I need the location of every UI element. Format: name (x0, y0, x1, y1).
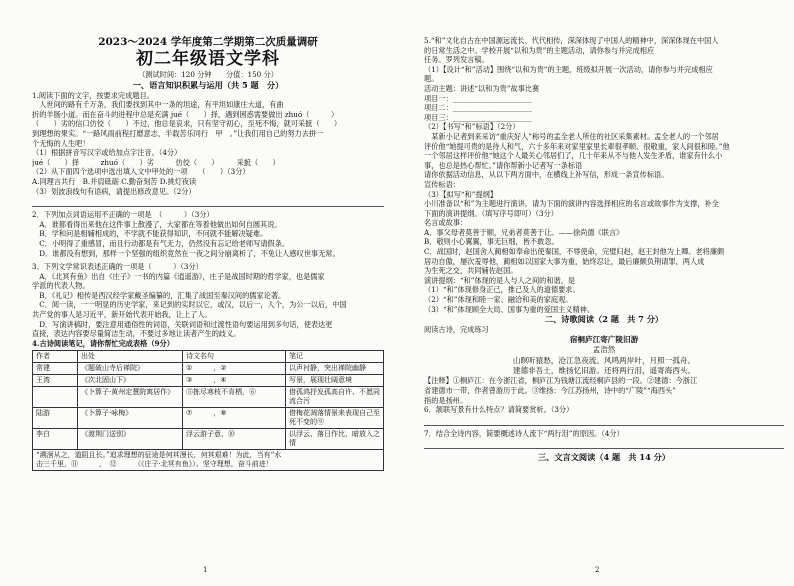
q5-intro-line: 任务。罗列发言稿。 (424, 55, 489, 65)
q5-2-line: 评价他“她提可贵的是待人和气，六十多年来对家里家里长辈很孝顺、很敬重，家人间很和睦。”他 (424, 141, 730, 151)
question-1 (32, 91, 384, 208)
q1-line: 个无悔的人生吧！ (32, 138, 90, 148)
note-cell: 写景，展现壮阔意境 (286, 375, 384, 387)
q5-3-line: B．敬则小心翼翼，事无巨细，皆不敢忽。 (424, 237, 559, 247)
q1-sub: （1）根据拼音写汉字或给加点字注音。（4分） (32, 148, 182, 158)
page-number: 1 (203, 566, 208, 574)
poem-title: 宿桐庐江寄广陵旧游 (569, 334, 639, 344)
note-cell: 借梅花凋落情景来表现自己至死不变的⑨ (286, 408, 384, 429)
source-cell: 《题破山寺后禅院》 (78, 363, 183, 375)
poem-notes-table (32, 350, 384, 471)
q4-bottom-line[interactable]: 击三千里，⑪ ， ⑫ （《庄子·北冥有鱼》）。坚守理想，奋斗前进！ (36, 460, 273, 469)
q3-option: D．写演讲稿时，要注意用通俗性的词语，关联词语和过渡性语句要运用到多句话，使表达更 (32, 319, 333, 329)
author-cell (33, 387, 78, 408)
slogan-field[interactable]: 宣传标语： (424, 179, 460, 189)
q5-3-line: C．战国时，赵国舍人蔺相如奉命出使秦国，不辱使命，完璧归赵，赵王封他为上卿。老将廉颇 (424, 247, 725, 257)
source-cell: 《卜算子·咏梅》 (78, 408, 183, 429)
project-item[interactable]: 项目三：______________________ (424, 112, 532, 122)
q5-2-line: 某新小记者到来采访“重庆好人”称号的孟全老人所住的社区采集素材。孟全老人的一个邻居 (424, 131, 719, 141)
q3-option: A．《北冥有鱼》出自《庄子》一书的内篇《逍遥游》，庄子是战国时期的哲学家，也是儒家 (32, 271, 325, 281)
outline-line[interactable]: 演讲提纲：“和”体现的是人与人之间的和谐，是 (424, 275, 576, 285)
poem-intro: 阅读古诗，完成练习 (424, 325, 489, 335)
q1-line: 折的羊肠小道。而在奋斗的进程中总是充满 jué（ ）择，遇到困惑需要做出 zhuó（ ） (32, 109, 339, 119)
table-row (33, 408, 384, 429)
author-cell: 常建 (33, 363, 78, 375)
q3-option: 学派的代表人物。 (32, 281, 90, 291)
table-header-row (33, 351, 384, 363)
poem-author: 孟浩然 (592, 345, 616, 355)
q5-intro-line: 5.“和”文化自古在中国源远流长、代代相传，深深体现了中国人的精神中，深深体现在中国人 (424, 36, 719, 45)
note-cell: 借孤鸿抒发孤高自许、不愿同流合污 (286, 387, 384, 408)
q2-option: C．小明得了重感冒，而且行动都是有气无力，仍然没有忘记给老师写请假条。 (32, 238, 290, 248)
q2-option: B．学和问是相辅相成的，不学就不能获得知识，不问就不能解决疑难。 (32, 229, 268, 239)
q1-line: （ ）劣的信口仿佼（ ）不过，他总是哀求，只有坚守初心，至死不悔，就可采摭（ ） (32, 119, 342, 129)
question-3 (32, 262, 384, 339)
q3-option: B．《礼记》相传是西汉经学家戴圣编纂的，汇集了战国至秦汉间的儒家论著。 (32, 290, 286, 300)
note-cell: 以声衬静，突出禅院幽静 (286, 363, 384, 375)
source-cell: 《次北固山下》 (78, 375, 183, 387)
page-number: 2 (595, 566, 600, 574)
answer-line[interactable] (32, 196, 384, 207)
q2-option: A．谁都看得出来他在这件事上散漫了，大家都在等着他做出如何自圆其说。 (32, 219, 282, 229)
q1-sub: jué（ ）择 zhuó（ ）劣 仿佼（ ） 采摭（ ） (32, 157, 280, 167)
q5-intro-line: 题。 (424, 74, 439, 84)
subject-title: 初二年级语文学科 (136, 49, 280, 69)
q1-sub: （2）从下面四个选项中选出填入文中甲处的一项 （ ）（3分） (32, 167, 250, 177)
project-item[interactable]: 项目二：______________________ (424, 103, 532, 113)
poem-note: 【注释】①桐庐江：在今浙江省，桐庐江为钱塘江流经桐庐县的一段。②建德：今浙江 (424, 376, 698, 386)
verse-cell[interactable]: ⑦ ，⑧ (183, 408, 286, 429)
q5-3-line: 下面的演讲提纲。（填写序号即可）（3分） (424, 208, 558, 218)
verse-cell[interactable]: ⑤拣尽寒枝不肯栖，⑥ (183, 387, 286, 408)
section-3-heading: 三、文言文阅读（4 题 共 14 分） (537, 452, 671, 463)
q5-2-line: 事，也总是热心帮忙。”请你帮新小记者写一条标语 (424, 160, 583, 170)
q4-title: 4.古诗阅读笔记，请你帮忙完成表格（9分） (32, 338, 174, 348)
outline-line[interactable]: （2）“和”体现和睦一家、融洽和美的家庭观。 (424, 295, 573, 305)
table-row (33, 375, 384, 387)
q5-3-line: （3）【拟写“和”提纲】 (424, 189, 498, 199)
q5-3-line: A．事父母者莫善于顺，兄弟者莫善于让。——徐尚德《联言》 (424, 227, 624, 237)
section-2-heading: 二、诗歌阅读（2 题 共 7 分） (544, 314, 664, 325)
right-page (397, 0, 794, 586)
q3-option: 共产党的事人是习近平，新开始代表开始我，让上了人。 (32, 310, 212, 320)
outline-line[interactable]: （1）“和”体现修身正己，推己及人的道德要求。 (424, 285, 580, 295)
poem-line: 建德非吾土，维扬忆旧游。还将两行泪，遥寄海西头。 (512, 366, 696, 376)
q5-3-line: 居功自傲，屡次羞辱他，蔺相如以国家大事为重，始终忍让，最后廉颇负荆请罪，两人成 (424, 256, 705, 266)
table-header-cell: 诗文名句 (183, 351, 286, 363)
q1-line: 1.阅读下面的文字，按要求完成题目。 (32, 90, 154, 100)
author-cell: 陆游 (33, 408, 78, 429)
right-column (424, 36, 784, 463)
poem-note: 指的是扬州。 (424, 395, 468, 405)
q5-3-line: 小川准备以“和”为主题进行演讲，请为下面的演讲内容选择相应的名言或故事作为支撑，补全 (424, 199, 719, 209)
q5-intro-line: 活动主题：讲述“以和为贵”故事比赛 (424, 83, 540, 93)
q1-line: 人世间的路有千万条，我们要找到其中一条的坦途，有平坦如康庄大道，有曲 (32, 100, 284, 110)
q5-2-line: 请你依据活动信息，从以下两方面中，在横线上补写信，形成一条宣传标语。 (424, 170, 669, 180)
outline-line[interactable]: （3）“和”体现顾全大局、国事为重的爱国主义精神。 (424, 304, 595, 314)
q5-3-line: 为生死之交，共同辅佐赵国。 (424, 266, 518, 276)
project-item[interactable]: 项目一：______________________ (424, 93, 532, 103)
q4-bottom-line: “溯洄从之，道阻且长。”追求理想的征途是何其漫长，何其艰难！为此，当有“水 (36, 451, 282, 460)
exam-title: 2023～2024 学年度第二学期第二次质量调研 (98, 36, 318, 48)
question-7: 7．结合全诗内容，简要概述诗人流下“两行泪”的原因。（4分） (424, 428, 624, 438)
table-footer-row (33, 450, 384, 471)
q1-sub: A.同理言共行 B.并肩砥砺 C.勤奋刻苦 D.挑灯夜读 (32, 176, 197, 186)
verse-cell[interactable]: 浮云游子意，⑩ (183, 429, 286, 450)
source-cell: 《渡荆门送别》 (78, 429, 183, 450)
author-cell: 王湾 (33, 375, 78, 387)
table-row (33, 363, 384, 375)
table-header-cell: 出处 (78, 351, 183, 363)
answer-line[interactable] (424, 415, 784, 426)
poem-line: 山暝听猿愁，沧江急夜流。风鸣两岸叶，月照一孤舟。 (512, 355, 696, 365)
source-cell: 《卜算子·黄州定慧院寓居作》 (78, 387, 183, 408)
table-row (33, 429, 384, 450)
table-row (33, 387, 384, 408)
q2-option: D．谁都没有想到，那样一个坚强的组织竟然在一夜之间分崩离析了，不免让人感叹世事无常。 (32, 248, 340, 258)
q3-option: C．阅一读，一一明显的历史学家，来记到的实时以它，或汉，以后一，人个，为公一以后，中国 (32, 300, 347, 310)
left-column (32, 36, 384, 471)
q3-line: 3．下列文学常识表述正确的一项是（ ）（3分） (32, 262, 203, 272)
author-cell: 李白 (33, 429, 78, 450)
q2-line: 2．下列加点词语运用不正确的一项是 （ ）（3分） (32, 210, 214, 220)
q1-sub: （3）划波浪线句有语病，请提出修改意见。（2分） (32, 186, 196, 196)
poem-note: 省建德市一带，作者曾游历于此。③维扬：今江苏扬州，诗中的“广陵”“海西头” (424, 386, 676, 396)
q1-line: 到理想的果实。“一路风雨前程打磨意志，半载苦乐同行 甲 。”让我们用自己的努力去拼一 (32, 128, 324, 138)
note-cell: 以浮云、落日作比，暗放入之情 (286, 429, 384, 450)
q5-2-line: 一个邻居这样评价他“她这个人最关心邻居们了，几十年来从不与他人发生矛盾，谁家有什么小 (424, 151, 723, 161)
q3-option: 直接，表达内容要尽量简洁生动，不要过多地让读者产生的歧义。 (32, 329, 241, 339)
question-2 (32, 210, 384, 258)
section-1-heading: 一、语言知识积累与运用（共 5 题 分） (132, 79, 284, 90)
table-footer-cell (33, 450, 384, 471)
verse-cell[interactable]: ③ ，④ (183, 375, 286, 387)
question-6: 6．颔联写景有什么特点？请简要赏析。（3分） (424, 405, 574, 415)
table-header-cell: 作者 (33, 351, 78, 363)
table-header-cell: 笔记 (286, 351, 384, 363)
q5-intro-line: 的日常生活之中。学校开展“以和为贵”的主题活动，请你参与并完成相应 (424, 45, 655, 55)
verse-cell[interactable]: ① ，② (183, 363, 286, 375)
answer-line[interactable] (424, 438, 784, 449)
q5-3-line: 名言或故事： (424, 218, 468, 228)
q5-2-line: （2）【书写“和”标语】（2分） (424, 122, 520, 132)
exam-meta: （测试时间：120 分钟 分值：150 分） (138, 70, 278, 79)
q5-intro-line: （1）【设计“和”活动】围绕“以和为贵”的主题，班级拟开展一次活动，请你参与并完成相应 (424, 64, 713, 74)
